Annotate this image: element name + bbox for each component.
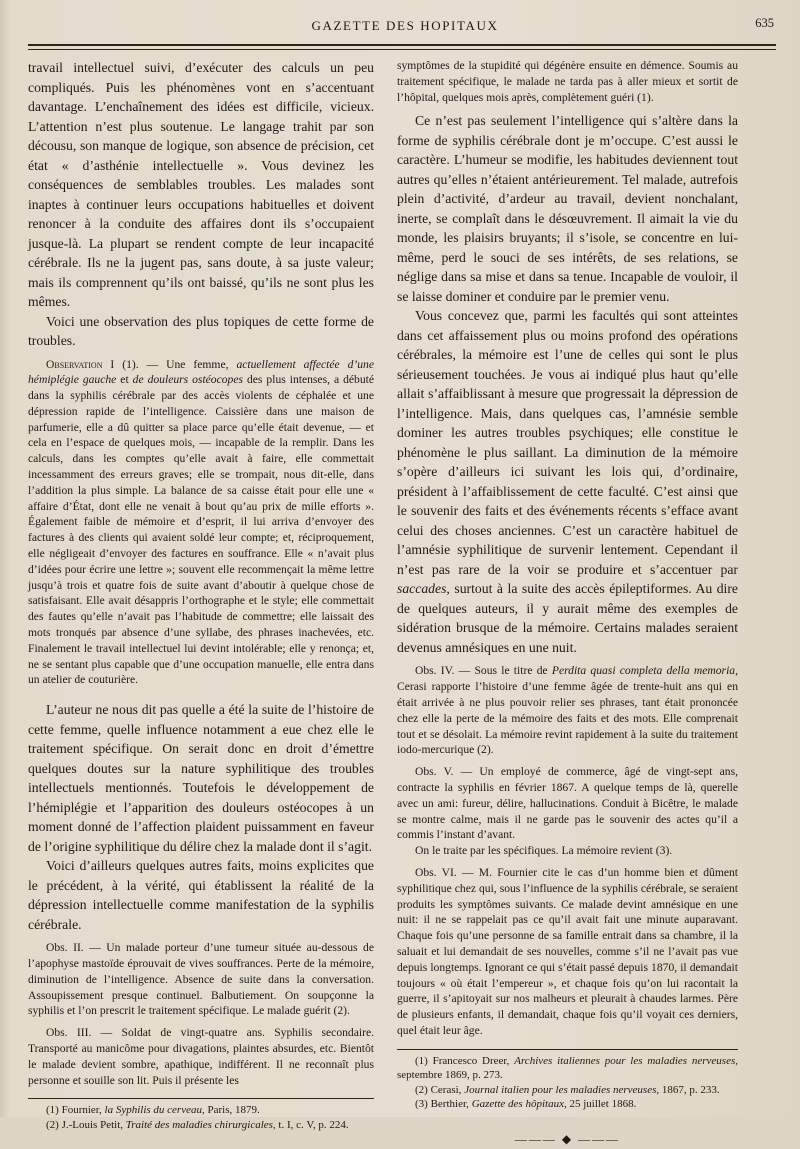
header-rule	[28, 44, 776, 50]
observation-1: Observation I (1). — Une femme, actuellement affectée d’une hémiplégie gauche et de douleurs ostéocopes des plus intenses, a débuté dans la syphilis cérébrale par des accès violents de céphalée et une dépression rapide de l’intelligence. Caissière dans une maison de parfumerie, elle a dû quitter sa place parce qu’elle était devenue, — et cela en l’espace de quelques mois, — incapable de la remplir. Dans les calculs, dans les comptes qu’elle avait à faire, elle commettait incessamment des erreurs graves; elle se trompait, nous dit-elle, dans l’addition la plus simple. La balance de sa caisse était pour elle une « affaire d’État, dont elle ne venait à bout qu’au prix de mille efforts ». Également faible de mémoire et d’esprit, il lui arriva d’envoyer des factures à des clients qui avaient soldé leur compte; et, réciproquement, elle négligeait d’envoyer des factures en souffrance. Elle « n’avait plus d’idées pour écrire une lettre »; souvent elle recommençait la même lettre jusqu’à trois et quatre fois de suite avant d’aboutir à quelque chose de satisfaisant. Elle avait désappris l’orthographe et le style; elle commettait des fautes qu’elle n’avait pas l’habitude de commettre; elle laissait des mots tronqués par absence d’une syllabe, des phrases inachevées, etc. Finalement le travail intellectuel lui devint intolérable; elle y renonça; et, ne se sentant plus capable que d’une occupation manuelle, elle entra dans un atelier de couturière.	[28, 357, 374, 687]
paragraph: travail intellectuel suivi, d’exécuter des calculs un peu compliqués. Puis les phénomènes vont en s’accentuant davantage. L’enchaînement des idées est difficile, vicieux. L’attention n’est plus soutenue. Le langage trahit par son décousu, son manque de logique, son absence de précision, cet état « d’asthénie intellectuelle ». Vous devinez les conséquences de semblables troubles. Les malades sont inaptes à continuer leurs occupations habituelles et doivent renoncer à la conduite des affaires dont ils s’occupaient jusque-là. La plupart se rendent compte de leur incapacité cérébrale. Ils ne la jugent pas, sans doute, à sa juste valeur; mais ils comprennent qu’ils ont baissé, qu’ils ne sont plus les mêmes.	[28, 60, 374, 309]
paragraph: Voici une observation des plus topiques de cette forme de troubles.	[28, 313, 374, 348]
footnote-2: (2) J.-Louis Petit, Traité des maladies chirurgicales, t. I, c. V, p. 224.	[46, 1118, 349, 1131]
paragraph: Ce n’est pas seulement l’intelligence qui s’altère dans la forme de syphilis cérébrale dont je m’occupe. C’est aussi le caractère. L’humeur se modifie, les habitudes deviennent tout autres qu’elles n’étaient antérieurement. Tel malade, autrefois plein d’activité, d’ardeur au travail, devient nonchalant, inerte, se complaît dans le désœuvrement. Il aimait la vie du monde, les plaisirs bruyants; il s’isole, se concentre en lui-même, perd le souci de ses intérêts, de ses relations, se néglige dans sa mise et dans sa tenue. Incapable de vouloir, il se laisse dominer et conduire par le premier venu.	[397, 113, 738, 304]
observation-5: Obs. V. — Un employé de commerce, âgé de vingt-sept ans, contracte la syphilis en février 1867. A quelque temps de là, querelle avec un ami: fureur, délire, hallucinations. Conduit à Bicêtre, le malade se montre calme, mais il ne garde pas le souvenir des actes qu’il a commis l’instant d’avant.	[397, 765, 738, 842]
paragraph: Vous concevez que, parmi les facultés qui sont atteintes dans cet affaissement plus ou moins profond des opérations cérébrales, la mémoire est l’une de celles qui sont le plus sérieusement touchées. Je vous ai indiqué plus haut qu’elle allait s’affaiblissant à mesure que progressait la dépression de l’intelligence. Mais, dans quelques cas, l’amnésie semble dominer les autres troubles psychiques; elle constitue le phénomène le plus saillant. La diminution de la mémoire s’opère d’ailleurs ici suivant les lois qui, d’ordinaire, président à l’affaiblissement de cette faculté. C’est ainsi que le souvenir des faits et des événements récents s’efface avant celui des choses anciennes. C’est un caractère habituel de l’amnésie syphilitique de survenir lentement. Cependant il n’est pas rare de la voir se produire et s’accentuer par saccades, surtout à la suite des accès épileptiformes. Au dire de quelques auteurs, il y aurait même des exemples de sidération brusque de la mémoire. Certains malades seraient devenus amnésiques en une nuit.	[397, 308, 738, 655]
end-ornament: ——— ◆ ———	[514, 1131, 621, 1146]
observation-6: Obs. VI. — M. Fournier cite le cas d’un homme bien et dûment syphilitique chez qui, sous l’influence de la syphilis cérébrale, se seraient produits les symptômes suivants. Ce malade devint amnésique en une nuit: il ne se rappelait pas ce qu’il avait fait une minute auparavant. Chaque fois qu’une personne de sa famille entrait dans sa chambre, il la saluait et lui demandait de ses nouvelles, comme s’il ne l’avait pas vue depuis longtemps. Ignorant ce qui s’était passé depuis 1870, il demandait toujours « où était l’empereur », et chaque fois qu’on lui racontait la guerre, il s’apitoyait sur nos malheurs et pleurait à chaudes larmes. Père de plusieurs enfants, il demandait, chaque fois qu’il voyait ces derniers, quel était leur âge.	[397, 865, 738, 1037]
running-title: GAZETTE DES HOPITAUX	[311, 18, 499, 33]
right-column	[397, 58, 738, 1149]
footnote-1: (1) Francesco Dreer, Archives italiennes pour les maladies nerveuses, septembre 1869, p. 273.	[397, 1054, 738, 1082]
observation-4: Obs. IV. — Sous le titre de Perdita quasi completa della memoria, Cerasi rapporte l’histoire d’une femme âgée de trente-huit ans qui en était arrivée à ne plus pouvoir relier ses phrases, tant était prononcée chez elle la perte de la mémoire des faits et des mots. Elle comprenait tout et se désolait. La mémoire revint rapidement à la suite du traitement iodo-mercurique (2).	[397, 664, 738, 757]
footnote-3: (3) Berthier, Gazette des hôpitaux, 25 juillet 1868.	[415, 1098, 637, 1111]
footnote-2: (2) Cerasi, Journal italien pour les maladies nerveuses, 1867, p. 233.	[415, 1083, 720, 1096]
paragraph: L’auteur ne nous dit pas quelle a été la suite de l’histoire de cette femme, quelle influence notamment a eue chez elle le traitement spécifique. On serait donc en droit d’émettre quelques doutes sur la nature syphilitique des troubles intellectuels mentionnés. Toutefois le développement de l’hémiplégie et l’apparition des douleurs ostéocopes à un moment donné de l’affection plaident puissamment en faveur de l’origine syphilitique du délire chez la malade dont il s’agit.	[28, 702, 374, 854]
observation-2: Obs. II. — Un malade porteur d’une tumeur située au-dessous de l’apophyse mastoïde éprouvait de vives souffrances. Perte de la mémoire, diminution de l’intelligence. Absence de suite dans la conversation. Assoupissement presque continuel. Balbutiement. On soupçonne la syphilis et l’on prescrit le traitement spécifique. Le malade guérit (2).	[28, 941, 374, 1018]
observation-5-continued: On le traite par les spécifiques. La mémoire revient (3).	[415, 844, 673, 858]
observation-3-continued: symptômes de la stupidité qui dégénère ensuite en démence. Soumis au traitement spécifique, le malade ne tarda pas à aller mieux et sortit de l’hôpital, quelques mois après, complètement guéri (1).	[397, 59, 738, 104]
footnote-rule	[28, 1098, 374, 1099]
page-header	[28, 14, 782, 38]
observation-label: Observation I	[46, 357, 115, 371]
observation-3: Obs. III. — Soldat de vingt-quatre ans. Syphilis secondaire. Transporté au manicôme pour divagations, plaintes absurdes, etc. Bientôt le malade devient sombre, apathique, indifférent. Il ne reconnaît plus personne et souille son lit. Puis il présente les	[28, 1026, 374, 1087]
left-column	[28, 58, 374, 1132]
footnote-rule	[397, 1049, 738, 1050]
page-number: 635	[755, 16, 774, 30]
paragraph: Voici d’ailleurs quelques autres faits, moins explicites que le précédent, à la vérité, qui établissent la réalité de la dépression intellectuelle comme manifestation de la syphilis cérébrale.	[28, 858, 374, 932]
footnote-1: (1) Fournier, la Syphilis du cerveau, Paris, 1879.	[46, 1104, 260, 1117]
